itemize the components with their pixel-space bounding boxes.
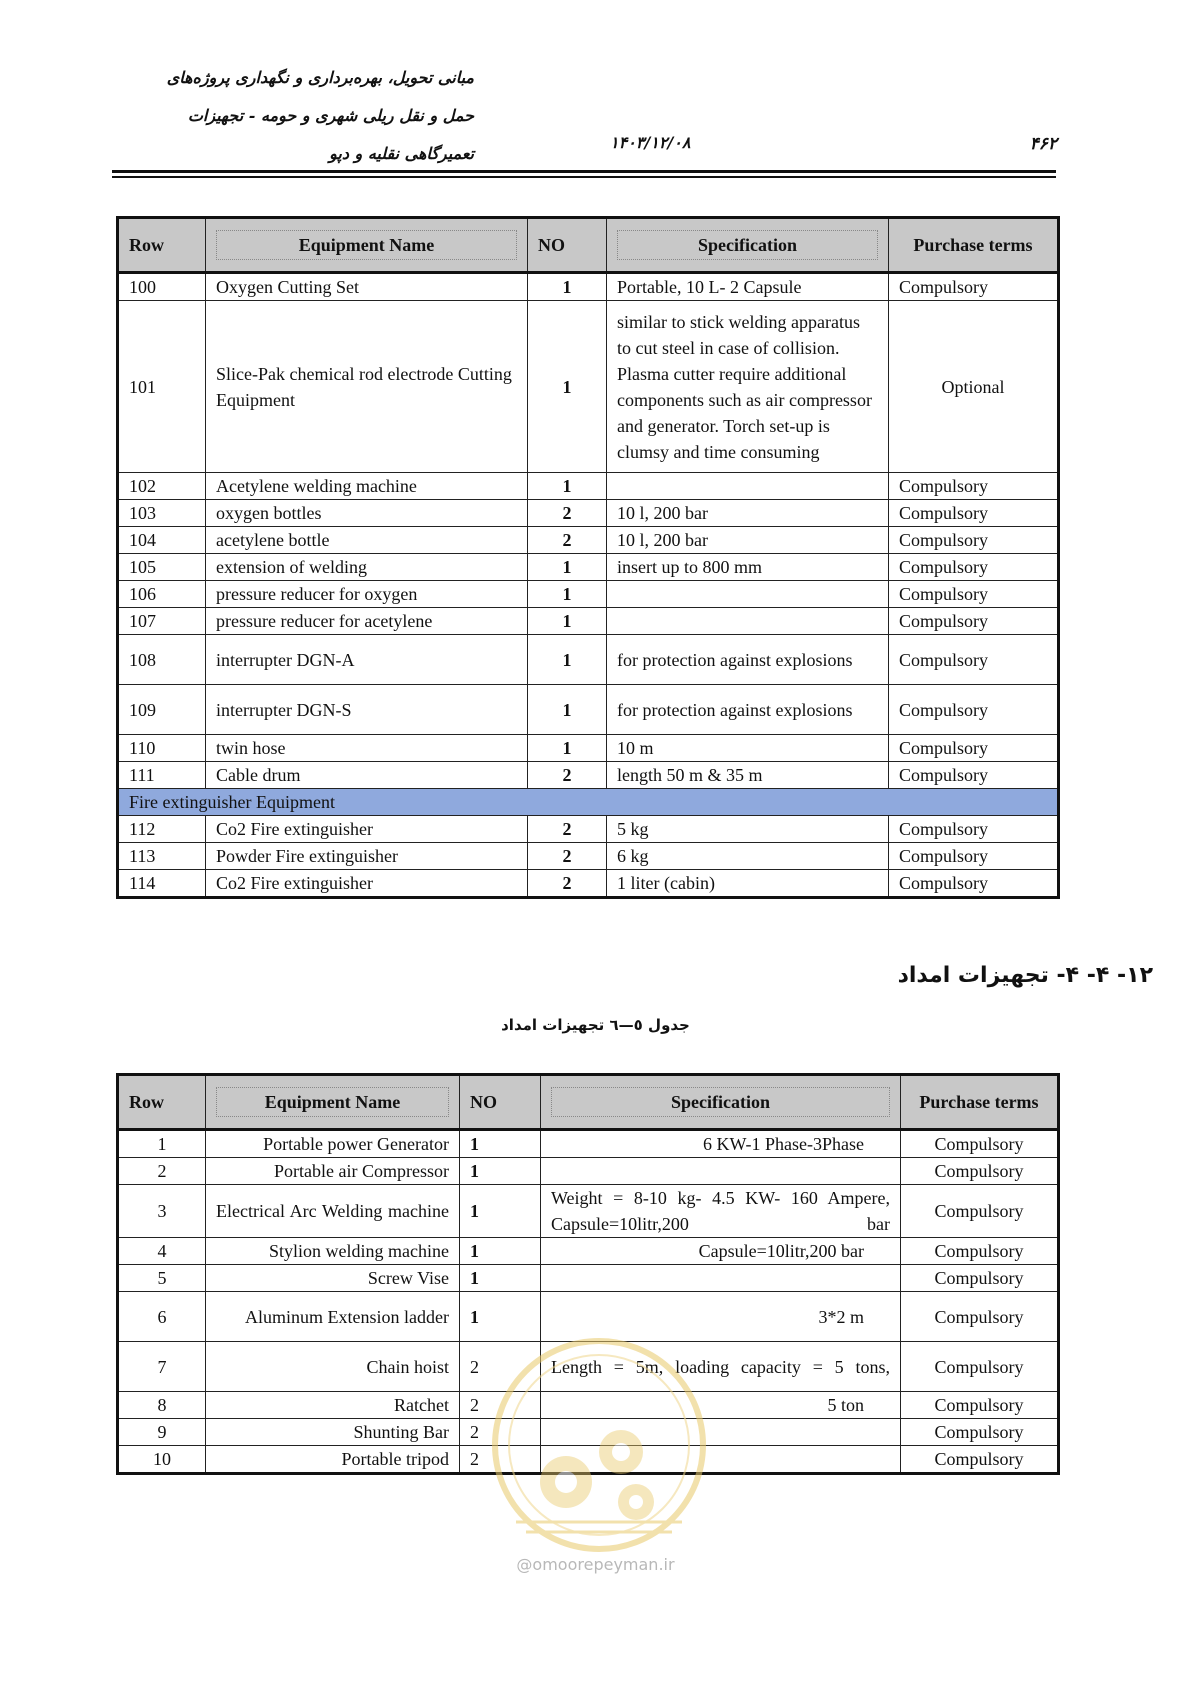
table-row: [118, 1446, 1059, 1474]
quantity-cell: 1: [528, 735, 607, 762]
specification-cell: for protection against explosions: [607, 635, 889, 685]
header-title-line-1: مبانی تحویل، بهره‌برداری و نگهداری پروژه‌های: [166, 68, 474, 87]
quantity-cell: 2: [460, 1342, 541, 1392]
quantity-cell: 1: [528, 554, 607, 581]
purchase-terms-cell: Compulsory: [889, 735, 1059, 762]
table-header-row: [118, 1075, 1059, 1130]
quantity-cell: 1: [528, 273, 607, 301]
table-row: [118, 527, 1059, 554]
quantity-cell: 2: [528, 816, 607, 843]
specification-cell: [541, 1446, 901, 1474]
quantity-cell: 1: [528, 685, 607, 735]
specification-cell: length 50 m & 35 m: [607, 762, 889, 789]
table-body: [118, 1130, 1059, 1474]
table-row: [118, 581, 1059, 608]
row-number-cell: 112: [118, 816, 206, 843]
table-row: [118, 500, 1059, 527]
purchase-terms-cell: Compulsory: [901, 1419, 1059, 1446]
purchase-terms-cell: Compulsory: [901, 1158, 1059, 1185]
equipment-table-rescue: [116, 1073, 1060, 1475]
specification-cell: [541, 1158, 901, 1185]
col-header-specification: [541, 1075, 901, 1130]
purchase-terms-cell: Compulsory: [889, 581, 1059, 608]
purchase-terms-cell: Compulsory: [889, 608, 1059, 635]
specification-cell: 10 l, 200 bar: [607, 527, 889, 554]
table-row: [118, 1392, 1059, 1419]
row-number-cell: 105: [118, 554, 206, 581]
row-number-cell: 107: [118, 608, 206, 635]
purchase-terms-cell: Compulsory: [901, 1265, 1059, 1292]
header-date: ۱۴۰۳/۱۲/۰۸: [610, 133, 691, 152]
table-row: [118, 1292, 1059, 1342]
row-number-cell: 111: [118, 762, 206, 789]
equipment-name-cell: twin hose: [206, 735, 528, 762]
row-number-cell: 6: [118, 1292, 206, 1342]
table-row: [118, 843, 1059, 870]
equipment-name-cell: Shunting Bar: [206, 1419, 460, 1446]
equipment-name-cell: Portable air Compressor: [206, 1158, 460, 1185]
table-row: [118, 870, 1059, 898]
row-number-cell: 7: [118, 1342, 206, 1392]
specification-cell: 3*2 m: [541, 1292, 901, 1342]
quantity-cell: 2: [528, 762, 607, 789]
row-number-cell: 5: [118, 1265, 206, 1292]
table-row: [118, 473, 1059, 500]
col-header-row: Row: [118, 218, 206, 273]
quantity-cell: 2: [528, 843, 607, 870]
equipment-name-cell: Electrical Arc Welding machine: [206, 1185, 460, 1238]
purchase-terms-cell: Compulsory: [901, 1446, 1059, 1474]
row-number-cell: 106: [118, 581, 206, 608]
equipment-name-cell: Portable tripod: [206, 1446, 460, 1474]
section-row: [118, 789, 1059, 816]
equipment-table-workshop: [116, 216, 1060, 899]
table-row: [118, 1265, 1059, 1292]
specification-cell: [607, 608, 889, 635]
equipment-name-cell: interrupter DGN-S: [206, 685, 528, 735]
equipment-name-cell: Portable power Generator: [206, 1130, 460, 1158]
row-number-cell: 104: [118, 527, 206, 554]
purchase-terms-cell: Compulsory: [889, 500, 1059, 527]
row-number-cell: 9: [118, 1419, 206, 1446]
table-row: [118, 1342, 1059, 1392]
col-header-purchase-terms: Purchase terms: [901, 1075, 1059, 1130]
table-row: [118, 735, 1059, 762]
row-number-cell: 101: [118, 301, 206, 473]
equipment-name-cell: Stylion welding machine: [206, 1238, 460, 1265]
equipment-name-cell: Screw Vise: [206, 1265, 460, 1292]
table-row: [118, 301, 1059, 473]
specification-cell: 10 m: [607, 735, 889, 762]
table-row: [118, 1185, 1059, 1238]
equipment-name-cell: Co2 Fire extinguisher: [206, 870, 528, 898]
purchase-terms-cell: Compulsory: [889, 685, 1059, 735]
specification-cell: 5 ton: [541, 1392, 901, 1419]
quantity-cell: 1: [460, 1292, 541, 1342]
specification-cell: [607, 581, 889, 608]
purchase-terms-cell: Compulsory: [889, 870, 1059, 898]
specification-cell: for protection against explosions: [607, 685, 889, 735]
table-row: [118, 635, 1059, 685]
col-header-no: NO: [528, 218, 607, 273]
equipment-name-cell: oxygen bottles: [206, 500, 528, 527]
col-header-no: NO: [460, 1075, 541, 1130]
equipment-name-cell: Co2 Fire extinguisher: [206, 816, 528, 843]
table-header-row: [118, 218, 1059, 273]
table-row: [118, 608, 1059, 635]
specification-cell: [607, 473, 889, 500]
row-number-cell: 2: [118, 1158, 206, 1185]
header-rule-secondary: [112, 176, 1056, 178]
specification-cell: insert up to 800 mm: [607, 554, 889, 581]
row-number-cell: 100: [118, 273, 206, 301]
col-header-equipment-name: [206, 218, 528, 273]
row-number-cell: 10: [118, 1446, 206, 1474]
section-label: Fire extinguisher Equipment: [118, 789, 1059, 816]
row-number-cell: 4: [118, 1238, 206, 1265]
row-number-cell: 110: [118, 735, 206, 762]
specification-cell: 10 l, 200 bar: [607, 500, 889, 527]
purchase-terms-cell: Compulsory: [889, 554, 1059, 581]
quantity-cell: 1: [460, 1238, 541, 1265]
equipment-name-cell: acetylene bottle: [206, 527, 528, 554]
row-number-cell: 108: [118, 635, 206, 685]
row-number-cell: 114: [118, 870, 206, 898]
equipment-name-cell: Ratchet: [206, 1392, 460, 1419]
specification-cell: 1 liter (cabin): [607, 870, 889, 898]
quantity-cell: 1: [460, 1185, 541, 1238]
table-row: [118, 273, 1059, 301]
page-number: ۴۶۲: [1029, 134, 1057, 154]
row-number-cell: 103: [118, 500, 206, 527]
quantity-cell: 1: [528, 635, 607, 685]
table-row: [118, 1238, 1059, 1265]
specification-cell: 6 kg: [607, 843, 889, 870]
specification-cell: Capsule=10litr,200 bar: [541, 1238, 901, 1265]
quantity-cell: 1: [460, 1158, 541, 1185]
col-header-row: Row: [118, 1075, 206, 1130]
equipment-name-cell: Slice-Pak chemical rod electrode Cutting Equipment: [206, 301, 528, 473]
specification-cell: Length = 5m, loading capacity = 5 tons,: [541, 1342, 901, 1392]
header-title-line-2: حمل و نقل ریلی شهری و حومه - تجهیزات: [187, 106, 474, 125]
specification-cell: [541, 1419, 901, 1446]
purchase-terms-cell: Compulsory: [889, 473, 1059, 500]
header-rule: [112, 170, 1056, 173]
row-number-cell: 102: [118, 473, 206, 500]
equipment-name-cell: Aluminum Extension ladder: [206, 1292, 460, 1342]
specification-cell: 5 kg: [607, 816, 889, 843]
quantity-cell: 2: [528, 500, 607, 527]
equipment-name-cell: Powder Fire extinguisher: [206, 843, 528, 870]
col-header-label: Specification: [617, 230, 878, 260]
equipment-name-cell: pressure reducer for acetylene: [206, 608, 528, 635]
table-row: [118, 1419, 1059, 1446]
quantity-cell: 1: [460, 1265, 541, 1292]
col-header-label: Specification: [551, 1087, 890, 1117]
quantity-cell: 1: [460, 1130, 541, 1158]
purchase-terms-cell: Compulsory: [901, 1292, 1059, 1342]
table-row: [118, 1130, 1059, 1158]
equipment-name-cell: pressure reducer for oxygen: [206, 581, 528, 608]
quantity-cell: 2: [460, 1446, 541, 1474]
purchase-terms-cell: Compulsory: [889, 762, 1059, 789]
purchase-terms-cell: Compulsory: [901, 1130, 1059, 1158]
specification-cell: Portable, 10 L- 2 Capsule: [607, 273, 889, 301]
row-number-cell: 1: [118, 1130, 206, 1158]
watermark-url: @omoorepeyman.ir: [516, 1555, 675, 1574]
specification-cell: 6 KW-1 Phase-3Phase: [541, 1130, 901, 1158]
equipment-name-cell: Cable drum: [206, 762, 528, 789]
section-heading: ۱۲- ۴- ۴- تجهیزات امداد: [897, 963, 1153, 988]
table-row: [118, 816, 1059, 843]
specification-cell: [541, 1265, 901, 1292]
equipment-name-cell: interrupter DGN-A: [206, 635, 528, 685]
purchase-terms-cell: Compulsory: [889, 635, 1059, 685]
row-number-cell: 3: [118, 1185, 206, 1238]
col-header-label: Equipment Name: [216, 1087, 449, 1117]
purchase-terms-cell: Compulsory: [901, 1185, 1059, 1238]
purchase-terms-cell: Compulsory: [901, 1392, 1059, 1419]
table-row: [118, 554, 1059, 581]
table-caption: جدول ٥—٦ تجهیزات امداد: [501, 1016, 690, 1034]
quantity-cell: 2: [460, 1392, 541, 1419]
specification-cell: similar to stick welding apparatus to cut steel in case of collision. Plasma cutter require additional components such as air compressor and generator. Torch set-up is clumsy and time consuming: [607, 301, 889, 473]
purchase-terms-cell: Compulsory: [901, 1238, 1059, 1265]
col-header-label: Equipment Name: [216, 230, 517, 260]
col-header-specification: [607, 218, 889, 273]
col-header-equipment-name: [206, 1075, 460, 1130]
row-number-cell: 113: [118, 843, 206, 870]
table-row: [118, 762, 1059, 789]
quantity-cell: 2: [528, 870, 607, 898]
quantity-cell: 1: [528, 581, 607, 608]
quantity-cell: 1: [528, 301, 607, 473]
table-row: [118, 685, 1059, 735]
purchase-terms-cell: Compulsory: [889, 527, 1059, 554]
quantity-cell: 1: [528, 473, 607, 500]
purchase-terms-cell: Compulsory: [889, 816, 1059, 843]
specification-cell: Weight = 8-10 kg- 4.5 KW- 160 Ampere, Capsule=10litr,200 bar: [541, 1185, 901, 1238]
table-body: [118, 273, 1059, 898]
header-title-line-3: تعمیرگاهی نقلیه و دپو: [329, 144, 474, 163]
purchase-terms-cell: Compulsory: [889, 273, 1059, 301]
equipment-name-cell: Acetylene welding machine: [206, 473, 528, 500]
purchase-terms-cell: Compulsory: [889, 843, 1059, 870]
equipment-name-cell: Oxygen Cutting Set: [206, 273, 528, 301]
purchase-terms-cell: Compulsory: [901, 1342, 1059, 1392]
quantity-cell: 2: [460, 1419, 541, 1446]
table-row: [118, 1158, 1059, 1185]
row-number-cell: 109: [118, 685, 206, 735]
row-number-cell: 8: [118, 1392, 206, 1419]
purchase-terms-cell: Optional: [889, 301, 1059, 473]
equipment-name-cell: extension of welding: [206, 554, 528, 581]
equipment-name-cell: Chain hoist: [206, 1342, 460, 1392]
quantity-cell: 1: [528, 608, 607, 635]
quantity-cell: 2: [528, 527, 607, 554]
col-header-purchase-terms: Purchase terms: [889, 218, 1059, 273]
